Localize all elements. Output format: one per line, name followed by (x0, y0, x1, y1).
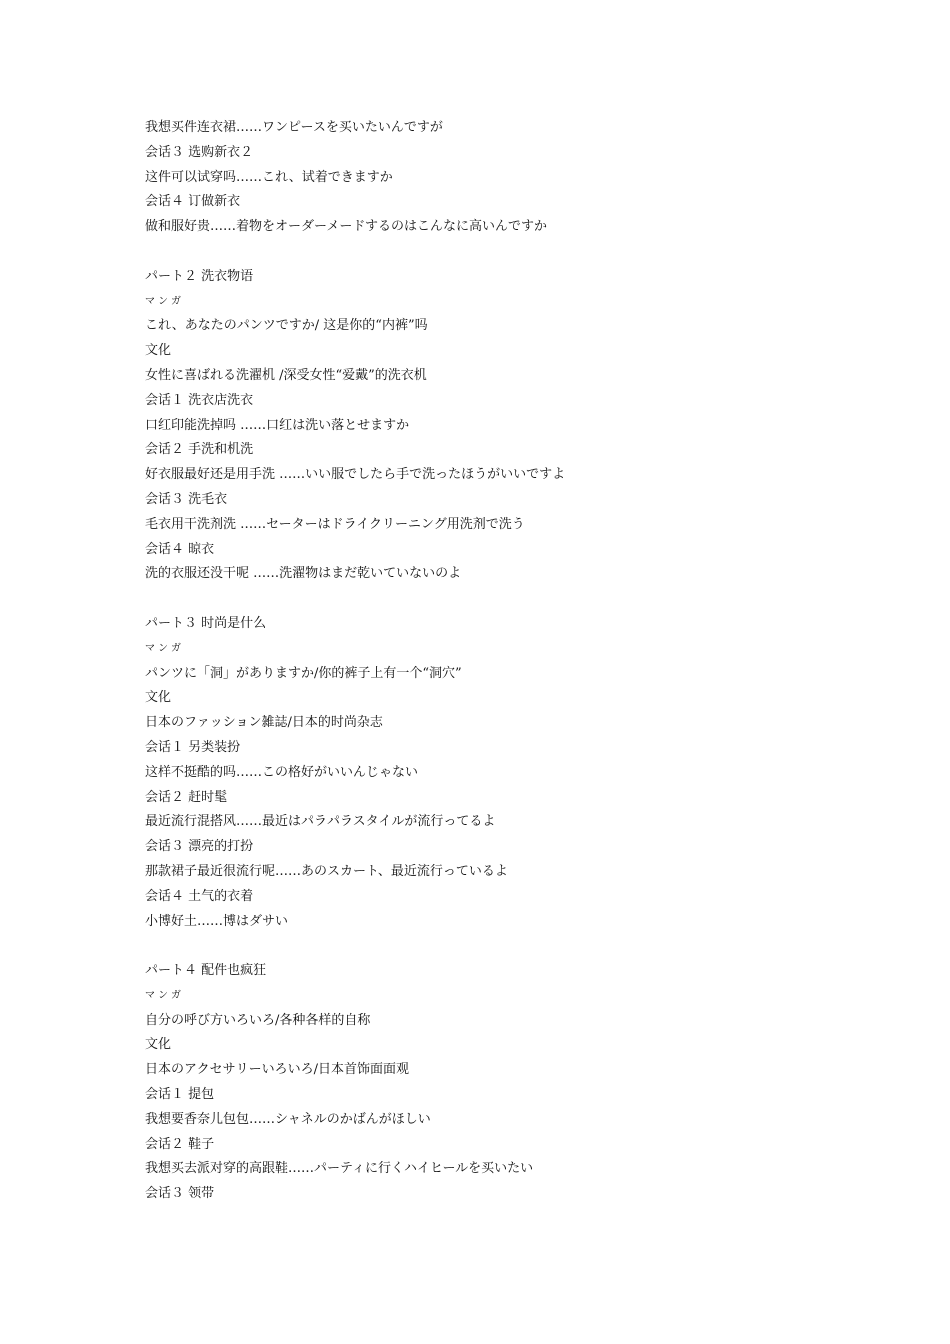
entry-popular-skirt: 那款裙子最近很流行呢……あのスカート、最近流行っているよ (145, 863, 508, 879)
table-of-contents (145, 116, 845, 1207)
culture-label: 文化 (145, 1037, 172, 1053)
entry-washing-machine: 女性に喜ばれる洗濯机 /深受女性“爱戴”的洗衣机 (145, 367, 427, 383)
entry-buy-dress: 我想买件连衣裙……ワンピースを买いたいんですが (145, 120, 443, 135)
spacer (145, 934, 845, 959)
culture-label: 文化 (145, 690, 172, 706)
section-conversation-1-laundry: 会话１ 洗衣店洗衣 (145, 392, 254, 408)
spacer (145, 240, 845, 265)
section-conversation-3-tie: 会话３ 领带 (145, 1186, 215, 1202)
section-conversation-4-custom-clothes: 会话４ 订做新衣 (145, 194, 241, 210)
culture-label: 文化 (145, 343, 172, 359)
section-conversation-1-handbag: 会话１ 提包 (145, 1087, 215, 1103)
section-conversation-3-pretty-outfit: 会话３ 漂亮的打扮 (145, 839, 254, 855)
entry-hiroshi-dasai: 小博好土……博はダサい (145, 913, 289, 929)
entry-accessories: 日本のアクセサリーいろいろ/日本首饰面面观 (145, 1062, 409, 1078)
section-conversation-3-sweater: 会话３ 洗毛衣 (145, 491, 228, 507)
entry-dry-clean-sweater: 毛衣用干洗剂洗 ……セーターはドライクリーニング用洗剂で洗う (145, 516, 525, 532)
entry-hole-in-pants: パンツに「洞」がありますか/你的裤子上有一个“洞穴” (145, 665, 462, 681)
entry-try-on: 这件可以试穿吗……これ、试着できますか (145, 169, 393, 185)
manga-label: マンガ (145, 295, 184, 307)
entry-high-heels: 我想买去派对穿的高跟鞋……パーティに行くハイヒールを买いたい (145, 1161, 534, 1177)
part-2-heading: パート２ 洗衣物语 (145, 268, 254, 284)
part-3-heading: パート３ 时尚是什么 (145, 615, 267, 631)
entry-is-this-your-underwear: これ、あなたのパンツですか/ 这是你的“内裤”吗 (145, 318, 428, 334)
manga-label: マンガ (145, 989, 184, 1001)
section-conversation-4-drying: 会话４ 晾衣 (145, 541, 215, 557)
section-conversation-3-new-clothes-2: 会话３ 选购新衣２ (145, 144, 254, 160)
section-conversation-2-hand-machine-wash: 会话２ 手洗和机洗 (145, 442, 254, 458)
entry-self-reference: 自分の呼び方いろいろ/各种各样的自称 (145, 1012, 371, 1028)
spacer (145, 587, 845, 612)
section-conversation-1-alternative-style: 会话１ 另类装扮 (145, 739, 241, 755)
entry-laundry-not-dry: 洗的衣服还没干呢 ……洗濯物はまだ乾いていないのよ (145, 566, 462, 582)
entry-chanel-bag: 我想要香奈儿包包……シャネルのかばんがほしい (145, 1111, 431, 1127)
manga-label: マンガ (145, 642, 184, 654)
section-conversation-2-trendy: 会话２ 赶时髦 (145, 789, 228, 805)
part-4-heading: パート４ 配件也疯狂 (145, 963, 267, 979)
entry-mix-style: 最近流行混搭风……最近はパラパラスタイルが流行ってるよ (145, 814, 496, 830)
entry-kimono-expensive: 做和服好贵……着物をオーダーメードするのはこんなに高いんですか (145, 219, 547, 235)
section-conversation-2-shoes: 会话２ 鞋子 (145, 1136, 215, 1152)
entry-lipstick-stain: 口红印能洗掉吗 ……口红は洗い落とせますか (145, 417, 410, 433)
section-conversation-4-unfashionable: 会话４ 土气的衣着 (145, 888, 254, 904)
entry-hand-wash: 好衣服最好还是用手洗 ……いい服でしたら手で洗ったほうがいいですよ (145, 467, 566, 483)
entry-fashion-magazines: 日本のファッション雑誌/日本的时尚杂志 (145, 715, 383, 731)
entry-cool-outfit: 这样不挺酷的吗……この格好がいいんじゃない (145, 764, 419, 780)
